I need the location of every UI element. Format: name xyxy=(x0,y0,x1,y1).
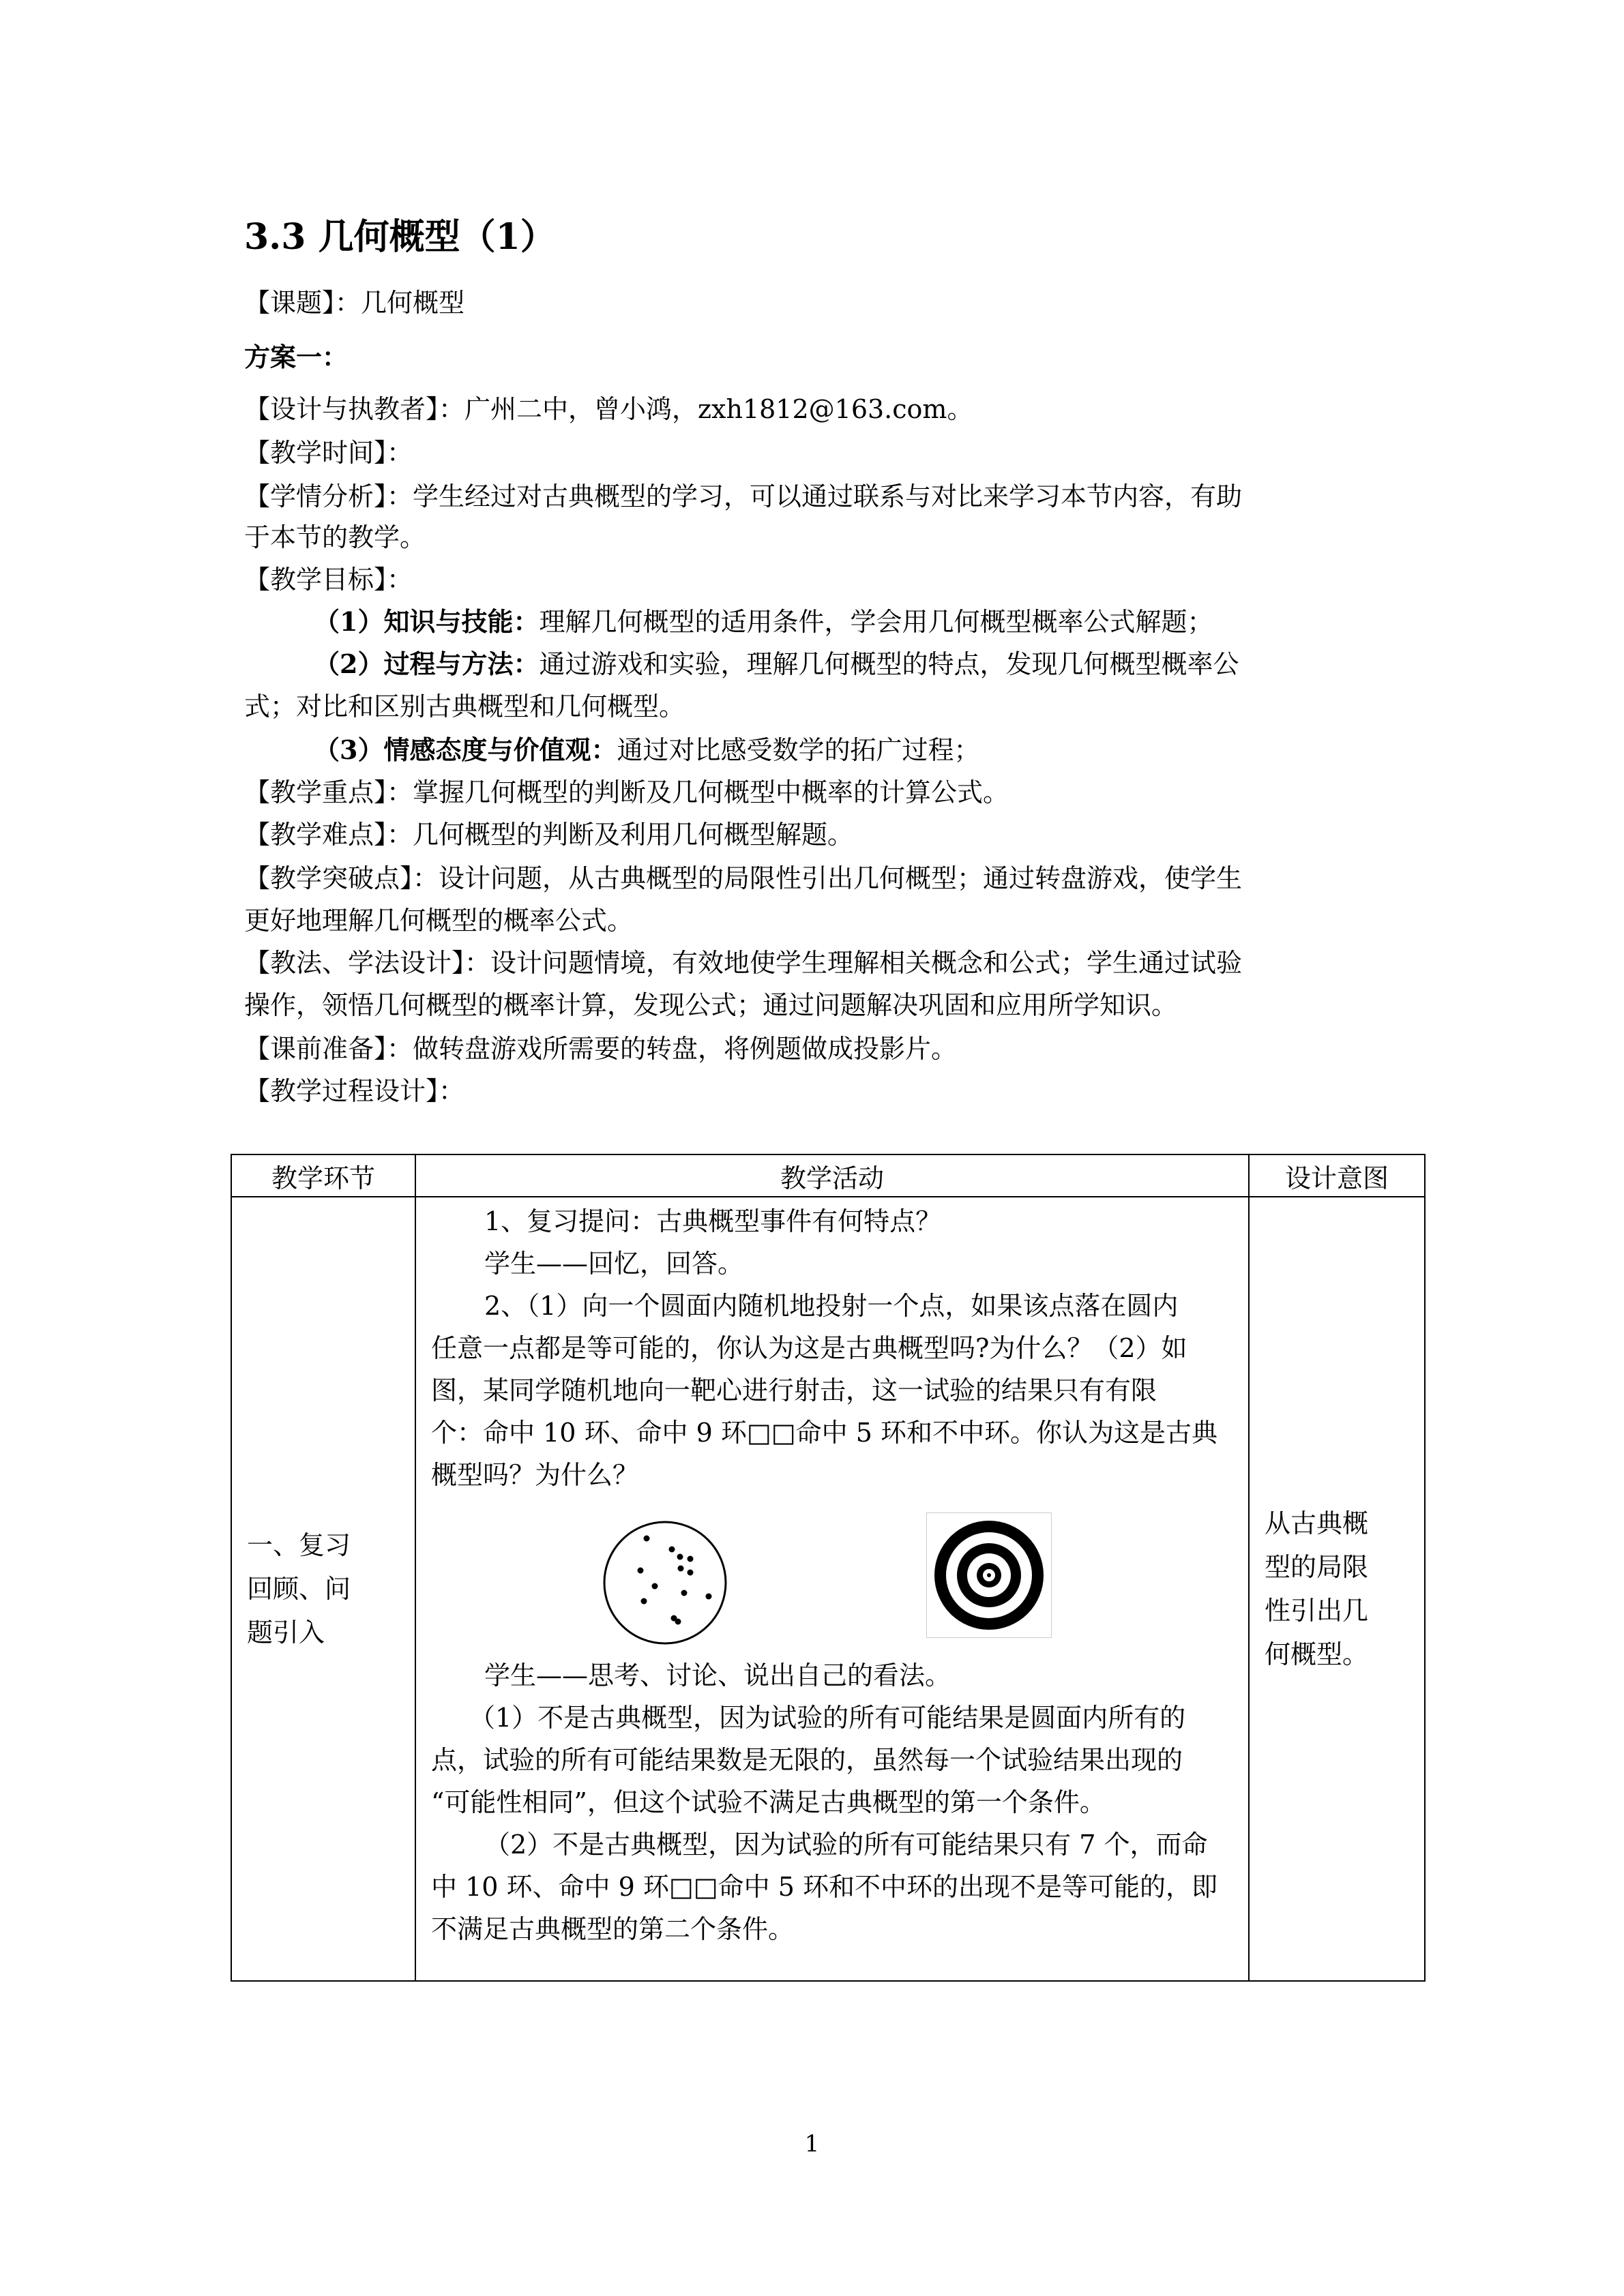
objective-2-line-2: 式；对比和区别古典概型和几何概型。 xyxy=(244,691,685,721)
topic-line xyxy=(244,281,1376,325)
key-points-line xyxy=(244,771,1376,814)
analysis-line xyxy=(244,475,1376,518)
activity-answer-2-line-3: 不满足古典概型的第二个条件。 xyxy=(431,1914,795,1944)
methods-text: 设计问题情境，有效地使学生理解相关概念和公式；学生通过试验 xyxy=(490,948,1243,978)
preparation-text: 做转盘游戏所需要的转盘，将例题做成投影片。 xyxy=(413,1034,958,1064)
intent-line-4: 何概型。 xyxy=(1265,1639,1369,1669)
header-intent: 设计意图 xyxy=(1249,1154,1425,1197)
objective-3 xyxy=(314,728,1446,772)
preparation-label: 【课前准备】： xyxy=(244,1034,413,1064)
designer-line xyxy=(244,387,1376,431)
breakthrough-line xyxy=(244,856,1376,900)
objective-1-label: （1）知识与技能： xyxy=(314,606,540,637)
objective-3-label: （3）情感态度与价值观： xyxy=(314,734,617,765)
stage-line-2: 回顾、问 xyxy=(247,1574,351,1604)
activity-student-answer: 学生——回忆，回答。 xyxy=(484,1249,744,1279)
methods-line-2: 操作，领悟几何概型的概率计算，发现公式；通过问题解决巩固和应用所学知识。 xyxy=(244,990,1178,1020)
activity-question-2-line-1: 2、（1）向一个圆面内随机地投射一个点，如果该点落在圆内 xyxy=(484,1291,1179,1321)
process-line xyxy=(244,1069,1376,1113)
time-label: 【教学时间】： xyxy=(244,438,413,468)
header-stage: 教学环节 xyxy=(231,1154,415,1197)
activity-answer-2-line-1: （2）不是古典概型，因为试验的所有可能结果只有 7 个，而命 xyxy=(484,1830,1208,1860)
key-points-label: 【教学重点】： xyxy=(244,777,413,807)
analysis-label: 【学情分析】： xyxy=(244,481,413,511)
activity-cell xyxy=(415,1197,1249,1981)
stage-line-3: 题引入 xyxy=(247,1617,325,1648)
process-label: 【教学过程设计】： xyxy=(244,1076,465,1106)
objective-2 xyxy=(314,642,1446,686)
designer-label: 【设计与执教者】： xyxy=(244,394,465,424)
target-figure xyxy=(926,1512,1052,1638)
random-points-circle-figure xyxy=(602,1519,728,1646)
objective-2-label: （2）过程与方法： xyxy=(314,648,540,679)
activity-question-2-line-2: 任意一点都是等可能的，你认为这是古典概型吗?为什么？（2）如 xyxy=(431,1333,1187,1363)
page-number: 1 xyxy=(804,2130,820,2158)
intent-line-1: 从古典概 xyxy=(1265,1508,1369,1538)
key-points-text: 掌握几何概型的判断及几何概型中概率的计算公式。 xyxy=(413,777,1009,807)
breakthrough-label: 【教学突破点】： xyxy=(244,863,439,893)
activity-review-question: 1、复习提问：古典概型事件有何特点？ xyxy=(484,1206,942,1236)
activity-question-2-line-5: 概型吗？为什么？ xyxy=(431,1460,639,1490)
intent-cell xyxy=(1249,1197,1425,1981)
plan-heading: 方案一： xyxy=(244,342,349,372)
activity-question-2-line-3: 图，某同学随机地向一靶心进行射击，这一试验的结果只有有限 xyxy=(431,1375,1157,1405)
stage-cell xyxy=(231,1197,415,1981)
activity-answer-2-line-2: 中 10 环、命中 9 环□□命中 5 环和不中环的出现不是等可能的，即 xyxy=(431,1872,1217,1902)
objective-1-text: 理解几何概型的适用条件，学会用几何概型概率公式解题； xyxy=(539,607,1213,637)
objective-2-text: 通过游戏和实验，理解几何概型的特点，发现几何概型概率公 xyxy=(539,649,1239,679)
stage-line-1: 一、复习 xyxy=(247,1530,351,1560)
activity-answer-1-line-1: （1）不是古典概型，因为试验的所有可能结果是圆面内所有的 xyxy=(469,1703,1186,1733)
intent-line-3: 性引出几 xyxy=(1265,1596,1369,1626)
activity-answer-1-line-3: “可能性相同”，但这个试验不满足古典概型的第一个条件。 xyxy=(431,1787,1106,1817)
header-activity: 教学活动 xyxy=(415,1154,1249,1197)
preparation-line xyxy=(244,1027,1376,1071)
difficulties-label: 【教学难点】： xyxy=(244,820,413,850)
methods-line xyxy=(244,941,1376,985)
methods-label: 【教法、学法设计】： xyxy=(244,948,491,978)
activity-question-2-line-4: 个：命中 10 环、命中 9 环□□命中 5 环和不中环。你认为这是古典 xyxy=(431,1418,1217,1448)
designer-text: 广州二中，曾小鸿，zxh1812@163.com。 xyxy=(464,394,973,424)
figures-row xyxy=(431,1496,1233,1654)
page-title: 3.3 几何概型（1） xyxy=(244,216,556,258)
objective-1 xyxy=(314,600,1446,644)
analysis-line-2: 于本节的教学。 xyxy=(244,522,426,552)
analysis-text: 学生经过对古典概型的学习，可以通过联系与对比来学习本节内容，有助 xyxy=(413,481,1243,511)
difficulties-text: 几何概型的判断及利用几何概型解题。 xyxy=(413,820,854,850)
breakthrough-text: 设计问题，从古典概型的局限性引出几何概型；通过转盘游戏，使学生 xyxy=(439,863,1243,893)
activity-student-discussion: 学生——思考、讨论、说出自己的看法。 xyxy=(484,1660,951,1690)
topic-label: 【课题】： xyxy=(244,288,361,318)
objectives-label: 【教学目标】： xyxy=(244,565,413,595)
time-line xyxy=(244,431,1376,475)
breakthrough-line-2: 更好地理解几何概型的概率公式。 xyxy=(244,906,634,936)
intent-line-2: 型的局限 xyxy=(1265,1552,1369,1582)
objective-3-text: 通过对比感受数学的拓广过程； xyxy=(617,735,980,765)
lesson-plan-table xyxy=(231,1154,1426,1982)
difficulties-line xyxy=(244,813,1376,856)
table-header-row xyxy=(231,1154,1425,1197)
table-row xyxy=(231,1197,1425,1981)
topic-text: 几何概型 xyxy=(361,288,465,318)
activity-answer-1-line-2: 点，试验的所有可能结果数是无限的，虽然每一个试验结果出现的 xyxy=(431,1745,1183,1775)
